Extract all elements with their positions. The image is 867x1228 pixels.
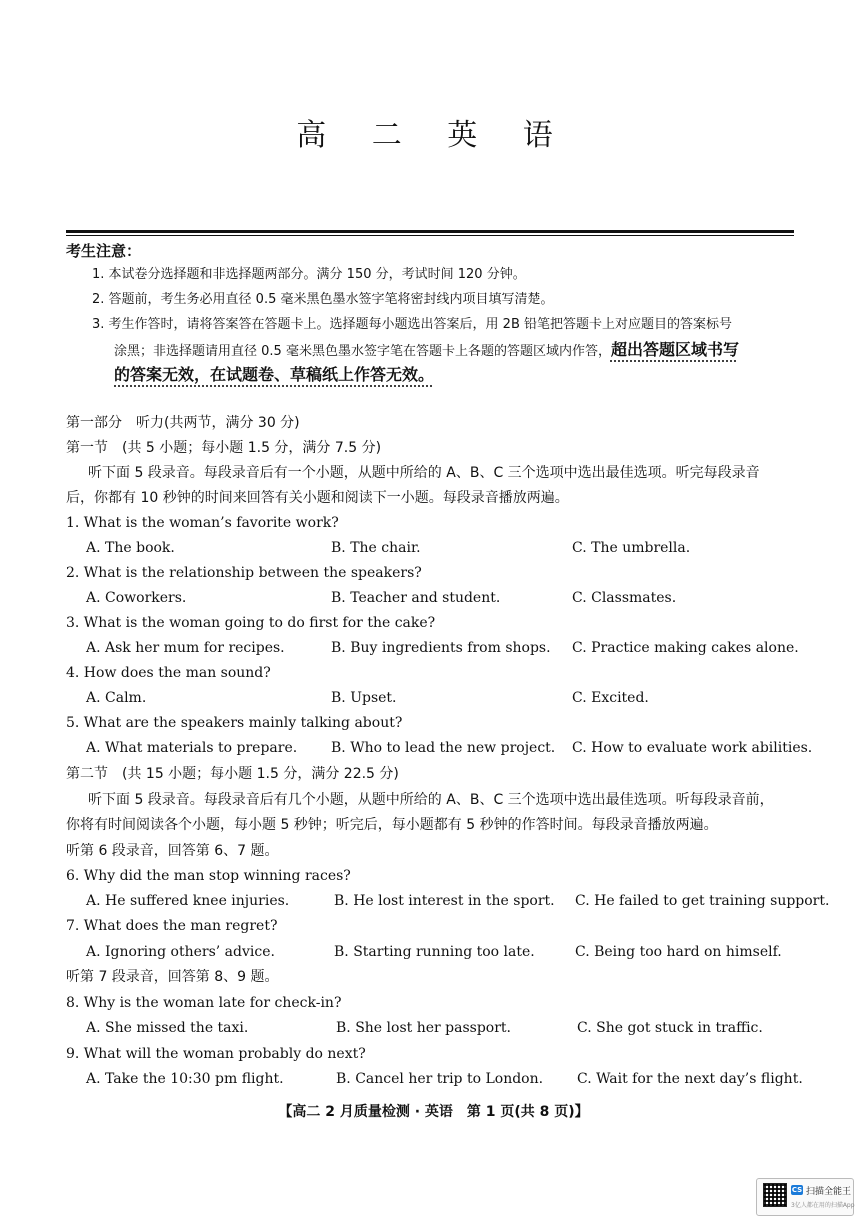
option-c: C. He failed to get training support.	[575, 893, 830, 909]
section2-instructions-1: 听下面 5 段录音。每段录音后有几个小题，从题中所给的 A、B、C 三个选项中选出最佳选项。听每段录音前，	[88, 792, 774, 808]
question-stem: 4. How does the man sound?	[66, 665, 271, 681]
option-c: C. Excited.	[572, 690, 649, 706]
option-c: C. Being too hard on himself.	[575, 944, 782, 960]
option-c: C. Practice making cakes alone.	[572, 640, 799, 656]
notice-item-3-line1: 3. 考生作答时，请将答案答在答题卡上。选择题每小题选出答案后，用 2B 铅笔把答题卡上对应题目的答案标号	[92, 317, 732, 332]
notice-item-1: 1. 本试卷分选择题和非选择题两部分。满分 150 分，考试时间 120 分钟。	[92, 267, 526, 282]
question-stem: 6. Why did the man stop winning races?	[66, 868, 351, 884]
option-b: B. Upset.	[331, 690, 397, 706]
option-c: C. How to evaluate work abilities.	[572, 740, 813, 756]
recording-7-note: 听第 7 段录音，回答第 8、9 题。	[66, 969, 279, 985]
option-b: B. She lost her passport.	[336, 1020, 511, 1036]
option-a: A. Ask her mum for recipes.	[86, 640, 285, 656]
option-a: A. The book.	[86, 540, 175, 556]
question-stem: 9. What will the woman probably do next?	[66, 1046, 366, 1062]
section1-instructions-1: 听下面 5 段录音。每段录音后有一个小题，从题中所给的 A、B、C 三个选项中选出最佳选项。听完每段录音	[88, 465, 760, 481]
qr-code-icon	[763, 1183, 787, 1207]
question-stem: 1. What is the woman’s favorite work?	[66, 515, 339, 531]
camscanner-logo-icon: CS	[791, 1186, 803, 1194]
option-b: B. The chair.	[331, 540, 421, 556]
notice-emphasis-1: 超出答题区域书写	[610, 340, 739, 359]
header-rule-thick	[66, 230, 794, 233]
option-a: A. Coworkers.	[86, 590, 187, 606]
scanner-name: 扫描全能王	[806, 1187, 852, 1197]
option-c: C. Classmates.	[572, 590, 677, 606]
option-b: B. Who to lead the new project.	[331, 740, 556, 756]
question-stem: 2. What is the relationship between the speakers?	[66, 565, 422, 581]
option-a: A. Calm.	[86, 690, 147, 706]
option-b: B. He lost interest in the sport.	[334, 893, 555, 909]
notice-item-3-line2	[114, 341, 739, 361]
section1-heading: 第一节 (共 5 小题；每小题 1.5 分，满分 7.5 分)	[66, 440, 382, 456]
option-a: A. She missed the taxi.	[86, 1020, 249, 1036]
page-title: 高 二 英 语	[296, 118, 571, 153]
question-stem: 5. What are the speakers mainly talking about?	[66, 715, 403, 731]
header-rule-thin	[66, 235, 794, 236]
notice-item-2: 2. 答题前，考生务必用直径 0.5 毫米黑色墨水签字笔将密封线内项目填写清楚。	[92, 292, 554, 307]
section2-heading: 第二节 (共 15 小题；每小题 1.5 分，满分 22.5 分)	[66, 766, 399, 782]
option-b: B. Cancel her trip to London.	[336, 1071, 544, 1087]
option-a: A. What materials to prepare.	[86, 740, 298, 756]
section2-instructions-2: 你将有时间阅读各个小题，每小题 5 秒钟；听完后，每小题都有 5 秒钟的作答时间。每段录音播放两遍。	[66, 817, 718, 833]
option-a: A. Take the 10:30 pm flight.	[86, 1071, 284, 1087]
notice-emphasis-2: 的答案无效，在试题卷、草稿纸上作答无效。	[114, 365, 435, 384]
option-a: A. Ignoring others’ advice.	[86, 944, 275, 960]
option-b: B. Starting running too late.	[334, 944, 535, 960]
question-stem: 8. Why is the woman late for check-in?	[66, 995, 342, 1011]
scanner-tagline: 3亿人都在用的扫描App	[791, 1202, 855, 1209]
part1-heading: 第一部分 听力(共两节，满分 30 分)	[66, 415, 300, 431]
option-a: A. He suffered knee injuries.	[86, 893, 290, 909]
option-c: C. She got stuck in traffic.	[577, 1020, 763, 1036]
page-footer: 【高二 2 月质量检测 · 英语 第 1 页(共 8 页)】	[278, 1104, 589, 1120]
scanner-watermark	[756, 1178, 854, 1216]
question-stem: 7. What does the man regret?	[66, 918, 278, 934]
option-b: B. Teacher and student.	[331, 590, 501, 606]
recording-6-note: 听第 6 段录音，回答第 6、7 题。	[66, 843, 279, 859]
option-b: B. Buy ingredients from shops.	[331, 640, 551, 656]
notice-item-3-line3	[114, 366, 434, 386]
option-c: C. The umbrella.	[572, 540, 691, 556]
question-stem: 3. What is the woman going to do first for the cake?	[66, 615, 436, 631]
notice-item-3-text: 涂黑；非选择题请用直径 0.5 毫米黑色墨水签字笔在答题卡上各题的答题区域内作答，	[114, 344, 611, 359]
notice-heading: 考生注意：	[66, 242, 142, 260]
option-c: C. Wait for the next day’s flight.	[577, 1071, 803, 1087]
section1-instructions-2: 后，你都有 10 秒钟的时间来回答有关小题和阅读下一小题。每段录音播放两遍。	[66, 490, 569, 506]
